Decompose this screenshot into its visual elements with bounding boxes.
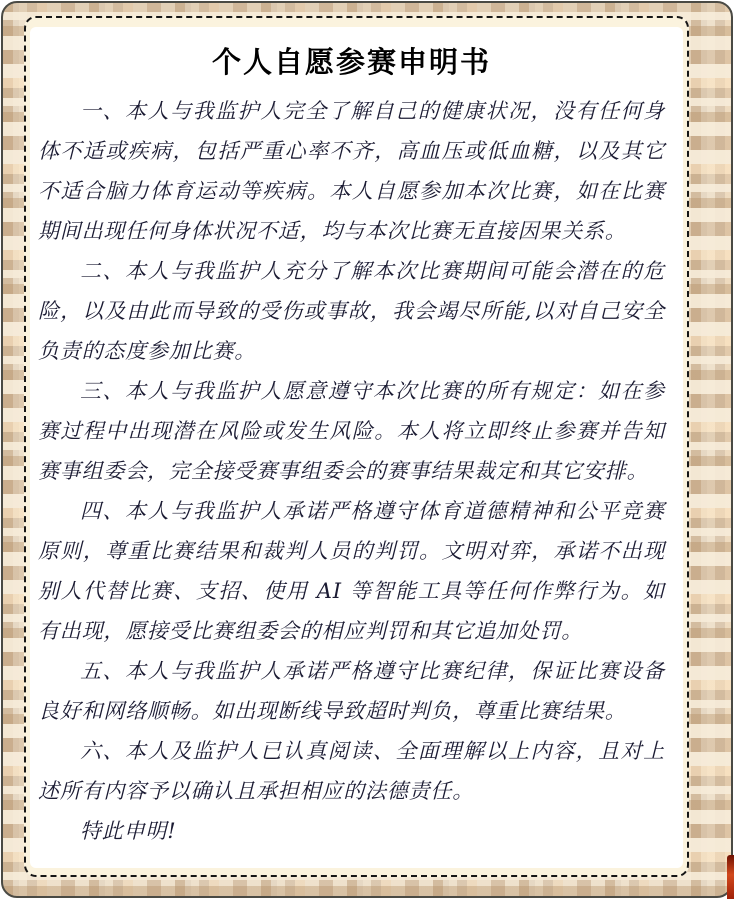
document-title: 个人自愿参赛申明书: [211, 45, 491, 79]
closing-statement: 特此申明!: [80, 819, 177, 843]
declaration-paragraph-6: 六、本人及监护人已认真阅读、全面理解以上内容，且对上述所有内容予以确认且承担相应的法德责任。: [38, 739, 665, 803]
declaration-paragraph-4: 四、本人与我监护人承诺严格遵守体育道德精神和公平竞赛原则，尊重比赛结果和裁判人员的判罚。文明对弈，承诺不出现别人代替比赛、支招、使用 AI 等智能工具等任何作弊行为。如有出现，愿接受比赛组委会的相应判罚和其它追加处罚。: [38, 499, 665, 643]
declaration-paragraph-2: 二、本人与我监护人充分了解本次比赛期间可能会潜在的危险，以及由此而导致的受伤或事故，我会竭尽所能,以对自己安全负责的态度参加比赛。: [38, 259, 665, 363]
declaration-paragraph-5: 五、本人与我监护人承诺严格遵守比赛纪律，保证比赛设备良好和网络顺畅。如出现断线导致超时判负，尊重比赛结果。: [38, 659, 665, 723]
document-paper: [30, 27, 683, 868]
declaration-paragraph-1: 一、本人与我监护人完全了解自己的健康状况，没有任何身体不适或疾病，包括严重心率不齐，高血压或低血糖，以及其它不适合脑力体育运动等疾病。本人自愿参加本次比赛，如在比赛期间出现任何身体状况不适，均与本次比赛无直接因果关系。: [38, 99, 665, 243]
plaid-frame: [1, 1, 733, 898]
document-body: [38, 91, 665, 851]
declaration-paragraph-3: 三、本人与我监护人愿意遵守本次比赛的所有规定：如在参赛过程中出现潜在风险或发生风险。本人将立即终止参赛并告知赛事组委会，完全接受赛事组委会的赛事结果裁定和其它安排。: [38, 379, 665, 483]
red-ribbon-decoration: [727, 855, 734, 899]
dashed-border-mat: [24, 16, 689, 877]
